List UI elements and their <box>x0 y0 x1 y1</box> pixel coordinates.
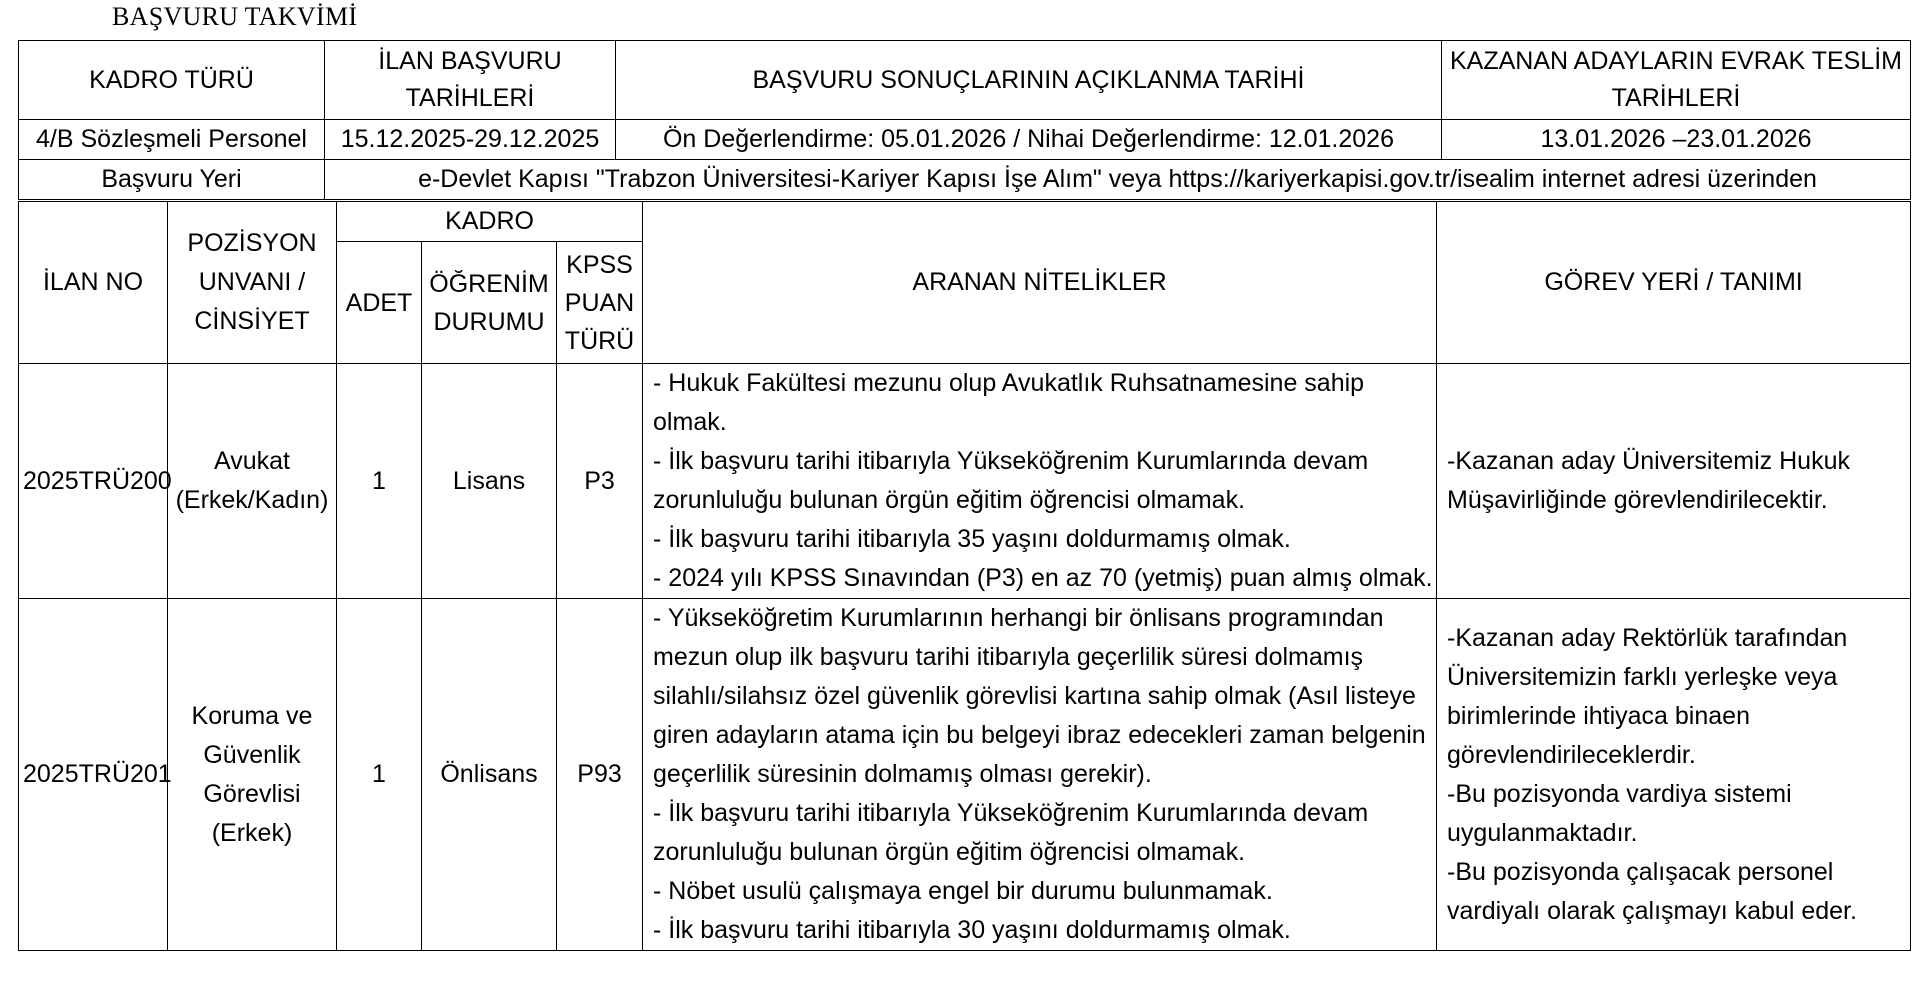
positions-table <box>18 201 1911 951</box>
evrak-teslim-tarihleri-value: 13.01.2026 –23.01.2026 <box>1442 120 1911 160</box>
table-row <box>19 364 1911 599</box>
header-ilan-no: İLAN NO <box>19 202 168 364</box>
page-title: BAŞVURU TAKVİMİ <box>112 2 358 31</box>
basvuru-yeri-label: Başvuru Yeri <box>19 160 325 200</box>
header-ogrenim-durumu: ÖĞRENİM DURUMU <box>422 242 557 364</box>
header-adet: ADET <box>337 242 422 364</box>
gorev-cell: -Kazanan aday Üniversitemiz Hukuk Müşavirliğinde görevlendirilecektir. <box>1437 364 1911 599</box>
nitelikler-cell: - Hukuk Fakültesi mezunu olup Avukatlık Ruhsatnamesine sahip olmak. - İlk başvuru tarihi itibarıyla Yükseköğrenim Kurumlarında devam zorunluluğu bulunan örgün eğitim öğrencisi olmamak. - İlk başvuru tarihi itibarıyla 35 yaşını doldurmamış olmak. - 2024 yılı KPSS Sınavından (P3) en az 70 (yetmiş) puan almış olmak. <box>643 364 1437 599</box>
header-kpss-puan-turu: KPSS PUAN TÜRÜ <box>557 242 643 364</box>
positions-header-row <box>19 202 1911 242</box>
ilan-no-cell: 2025TRÜ200 <box>19 364 168 599</box>
ilan-basvuru-tarihleri-value: 15.12.2025-29.12.2025 <box>325 120 616 160</box>
sonuc-aciklanma-tarihi-value: Ön Değerlendirme: 05.01.2026 / Nihai Değerlendirme: 12.01.2026 <box>616 120 1442 160</box>
kpss-cell: P93 <box>557 599 643 951</box>
ogrenim-cell: Önlisans <box>422 599 557 951</box>
pozisyon-cell: Avukat (Erkek/Kadın) <box>168 364 337 599</box>
header-pozisyon: POZİSYON UNVANI / CİNSİYET <box>168 202 337 364</box>
table-row <box>19 599 1911 951</box>
header-sonuc-aciklanma-tarihi: BAŞVURU SONUÇLARININ AÇIKLANMA TARİHİ <box>616 41 1442 120</box>
kpss-cell: P3 <box>557 364 643 599</box>
header-kadro: KADRO <box>337 202 643 242</box>
calendar-header-row <box>19 41 1911 120</box>
basvuru-yeri-row <box>19 160 1911 200</box>
gorev-cell: -Kazanan aday Rektörlük tarafından Üniversitemizin farklı yerleşke veya birimlerinde ihtiyaca binaen görevlendirileceklerdir. -Bu pozisyonda vardiya sistemi uygulanmaktadır. -Bu pozisyonda çalışacak personel vardiyalı olarak çalışmayı kabul eder. <box>1437 599 1911 951</box>
header-aranan-nitelikler: ARANAN NİTELİKLER <box>643 202 1437 364</box>
calendar-data-row <box>19 120 1911 160</box>
header-evrak-teslim-tarihleri: KAZANAN ADAYLARIN EVRAK TESLİM TARİHLERİ <box>1442 41 1911 120</box>
adet-cell: 1 <box>337 364 422 599</box>
header-kadro-turu: KADRO TÜRÜ <box>19 41 325 120</box>
pozisyon-cell: Koruma ve Güvenlik Görevlisi (Erkek) <box>168 599 337 951</box>
ilan-no-cell: 2025TRÜ201 <box>19 599 168 951</box>
application-calendar-table <box>18 40 1911 200</box>
adet-cell: 1 <box>337 599 422 951</box>
basvuru-yeri-value: e-Devlet Kapısı "Trabzon Üniversitesi-Kariyer Kapısı İşe Alım" veya https://kariyerkapisi.gov.tr/isealim internet adresi üzerinden <box>325 160 1911 200</box>
nitelikler-cell: - Yükseköğretim Kurumlarının herhangi bir önlisans programından mezun olup ilk başvuru tarihi itibarıyla geçerlilik süresi dolmamış silahlı/silahsız özel güvenlik görevlisi kartına sahip olmak (Asıl listeye giren adayların atama için bu belgeyi ibraz edecekleri zaman belgenin geçerlilik süresinin dolmamış olması gerekir). - İlk başvuru tarihi itibarıyla Yükseköğrenim Kurumlarında devam zorunluluğu bulunan örgün eğitim öğrencisi olmamak. - Nöbet usulü çalışmaya engel bir durumu bulunmamak. - İlk başvuru tarihi itibarıyla 30 yaşını doldurmamış olmak. <box>643 599 1437 951</box>
header-gorev-yeri: GÖREV YERİ / TANIMI <box>1437 202 1911 364</box>
header-ilan-basvuru-tarihleri: İLAN BAŞVURU TARİHLERİ <box>325 41 616 120</box>
ogrenim-cell: Lisans <box>422 364 557 599</box>
kadro-turu-value: 4/B Sözleşmeli Personel <box>19 120 325 160</box>
